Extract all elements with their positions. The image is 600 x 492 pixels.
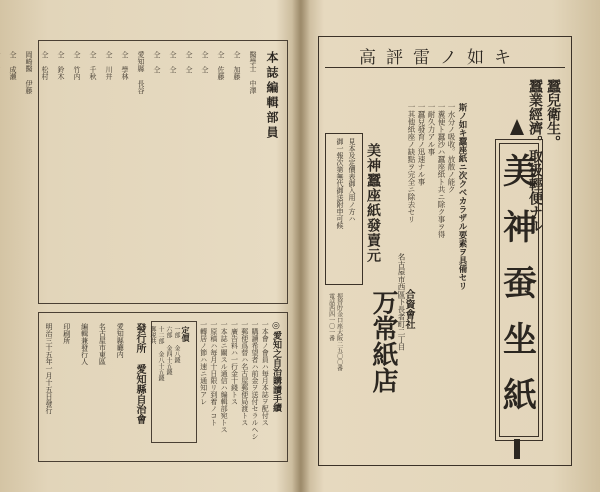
brand-char: 蚕 <box>503 264 537 304</box>
staff-member: 岡崎醫 伊藤 <box>25 51 33 94</box>
subscription-notice <box>199 321 281 453</box>
staff-member: 仝 竹内 <box>73 51 81 80</box>
staff-member: 醫學士 中澤 <box>249 51 257 94</box>
company-address: 名古屋市西區下長者町二丁目 <box>397 253 406 351</box>
product-name: 美神蠶座紙發賣元 <box>365 143 381 263</box>
brand-frame <box>495 139 543 441</box>
company-name: 万常紙店 <box>368 289 398 393</box>
brand-char: 紙 <box>503 376 537 416</box>
product-features <box>397 103 467 393</box>
staff-member: 仝 佐藤 <box>217 51 225 80</box>
price-table <box>151 321 197 443</box>
advertisement-box <box>318 36 572 466</box>
feature-item: 一其他紙座ノ缺點ヲ完全ニ除去セリ <box>407 103 416 223</box>
feature-item: 一耐久力アル事 <box>427 103 436 156</box>
notice-line: 一廣告料ハ一行金十錢トス <box>230 321 239 405</box>
notice-line: 一轉居ノ節ハ速ニ通知アレ <box>199 321 208 405</box>
staff-columns <box>9 51 257 293</box>
price-row: 十二部 金八十五錢 <box>157 326 164 381</box>
staff-column <box>145 51 257 293</box>
staff-member: 愛知縣 長谷 <box>137 51 145 94</box>
staff-member <box>0 51 1 293</box>
staff-member: 仝 川井 <box>105 51 113 80</box>
feature-item: 一糞便ト蠶沙ハ蠶座紙ト共ニ除ク事ヲ得 <box>437 103 446 238</box>
notice-line: 一購讀希望者ハ前金ヲ送付セラルヘシ <box>251 321 259 440</box>
price-row: 一部 金八錢 <box>173 326 180 363</box>
staff-member: 仝 仝 <box>185 51 193 73</box>
brand-char: 神 <box>503 208 537 248</box>
staff-member: 仝 鈴木 <box>57 51 65 80</box>
price-row: 六部 金四十五錢 <box>165 326 172 375</box>
staff-member: 仝 千秋 <box>89 51 97 80</box>
notice-line: 一郵便爲替ハ名古屋郵便局渡トス <box>240 321 249 426</box>
economy-slogan: 蠶業經濟。取扱輕便ナル <box>527 79 543 233</box>
staff-member: 仝 仝 <box>169 51 177 73</box>
publisher-info <box>45 323 145 453</box>
arrow-stem <box>514 439 520 459</box>
notice-line: 一本誌ニ關スル通信ハ編輯部宛トス <box>220 321 229 433</box>
staff-member: 仝 學林 <box>121 51 129 80</box>
company-type: 合資會社 <box>403 289 414 329</box>
price-title: 定價 <box>181 326 191 342</box>
publisher-line: 名古屋市東區 <box>98 323 107 365</box>
staff-column <box>0 51 33 293</box>
feature-item: 一蠶兒發育ノ迅速ナル事 <box>417 103 426 186</box>
notice-title: ◎愛知之自治購讀手續 <box>270 321 281 412</box>
page-gutter <box>292 0 310 492</box>
publisher-name: 發行所 愛知縣自治會 <box>133 323 145 424</box>
staff-heading: 本誌編輯部員 <box>265 51 279 141</box>
staff-member: 仝 仝 <box>201 51 209 73</box>
publisher-line: 印刷所 <box>62 323 71 344</box>
brand-char: 美 <box>503 152 537 192</box>
notice-line: 一本會ノ會員ハ毎月本誌ヲ配付ス <box>261 321 270 426</box>
price-row: 郵税共 <box>149 326 156 344</box>
staff-column <box>33 51 145 293</box>
publication-date: 明治三十五年一月十五日發行 <box>45 323 53 414</box>
publisher-line: 編輯兼發行人 <box>80 323 89 365</box>
ad-headline: 高評雷ノ如キ <box>359 48 521 68</box>
features-intro: 斯ノ如キ蠶座紙ニ次クベカラザル要素ヲ具備セリ <box>457 103 467 290</box>
publication-info-box <box>38 312 288 462</box>
brand-char: 坐 <box>503 320 537 360</box>
staff-member: 仝 成瀬 <box>9 51 17 80</box>
note-line: 見本及定價表御入用ノ方ハ <box>348 138 356 222</box>
company-tel: 電話西四一〇一番 <box>327 293 335 341</box>
sample-request-note <box>325 133 363 285</box>
company-tel: 振替貯金口座大阪二五〇〇番 <box>335 293 343 371</box>
headline-rule <box>325 67 565 68</box>
staff-member: 仝 仝 <box>153 51 161 73</box>
arrow-up-icon <box>510 119 524 135</box>
note-line: 御一報次第無代御送附申可候 <box>336 138 344 229</box>
hygiene-slogan: 蠶兒衛生。 <box>545 79 561 149</box>
staff-member: 仝 加藤 <box>233 51 241 80</box>
publisher-line: 愛知縣廳内 <box>116 323 125 358</box>
staff-member: 仝 松村 <box>41 51 49 80</box>
feature-item: 一水分ノ吸收。放散ノ能ク <box>447 103 456 193</box>
notice-line: 一原稿ハ毎月十日限リ到着ノコト <box>209 321 218 426</box>
editorial-staff-box <box>9 40 288 304</box>
